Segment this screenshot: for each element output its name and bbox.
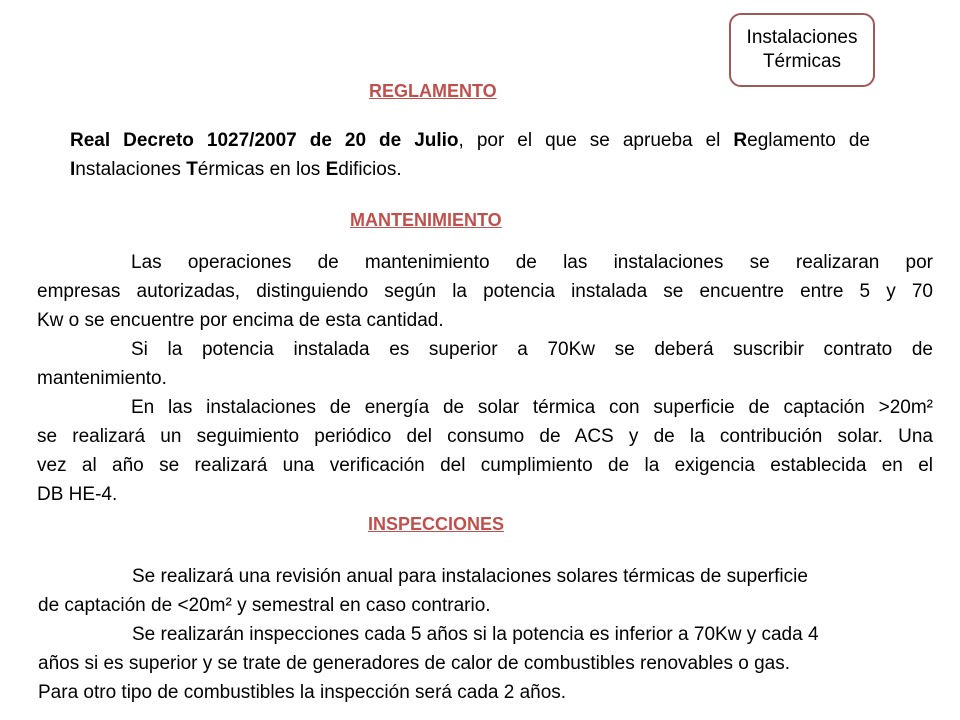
inspecciones-line: años si es superior y se trate de generadores de calor de combustibles renovables o gas. [38, 653, 790, 674]
inspecciones-line: de captación de <20m² y semestral en caso contrario. [38, 595, 491, 616]
inspecciones-paragraph [38, 562, 938, 707]
badge-line-1: Instalaciones [746, 27, 858, 48]
mantenimiento-line: vez al año se realizará una verificación del cumplimiento de la exigencia establecida en el [37, 455, 933, 476]
mantenimiento-line: empresas autorizadas, distinguiendo según la potencia instalada se encuentre entre 5 y 70 [37, 281, 933, 302]
mantenimiento-line: Si la potencia instalada es superior a 70Kw se deberá suscribir contrato de [131, 339, 933, 360]
badge-line-2: Térmicas [762, 51, 842, 72]
mantenimiento-line: se realizará un seguimiento periódico del consumo de ACS y de la contribución solar. Una [37, 426, 933, 447]
heading-reglamento: REGLAMENTO [369, 81, 497, 101]
mantenimiento-line: DB HE-4. [37, 484, 118, 505]
mantenimiento-line: Las operaciones de mantenimiento de las instalaciones se realizaran por [131, 252, 933, 273]
heading-inspecciones: INSPECCIONES [368, 514, 505, 534]
inspecciones-line: Se realizará una revisión anual para instalaciones solares térmicas de superficie [132, 566, 808, 587]
reglamento-paragraph [70, 126, 870, 184]
mantenimiento-line: Kw o se encuentre por encima de esta cantidad. [37, 310, 444, 331]
mantenimiento-line: mantenimiento. [37, 368, 167, 389]
decree-title: Real Decreto 1027/2007 de 20 de Julio [70, 130, 459, 151]
heading-mantenimiento: MANTENIMIENTO [350, 210, 502, 230]
section-badge [729, 13, 875, 87]
inspecciones-line: Para otro tipo de combustibles la inspección será cada 2 años. [38, 682, 567, 703]
reglamento-line-1: Real Decreto 1027/2007 de 20 de Julio, por el que se aprueba el Reglamento de [70, 130, 870, 151]
mantenimiento-line: En las instalaciones de energía de solar térmica con superficie de captación >20m² [131, 397, 933, 418]
reglamento-line-2: Instalaciones Térmicas en los Edificios. [70, 159, 402, 180]
mantenimiento-paragraph [37, 248, 933, 509]
inspecciones-line: Se realizarán inspecciones cada 5 años si la potencia es inferior a 70Kw y cada 4 [132, 624, 819, 645]
